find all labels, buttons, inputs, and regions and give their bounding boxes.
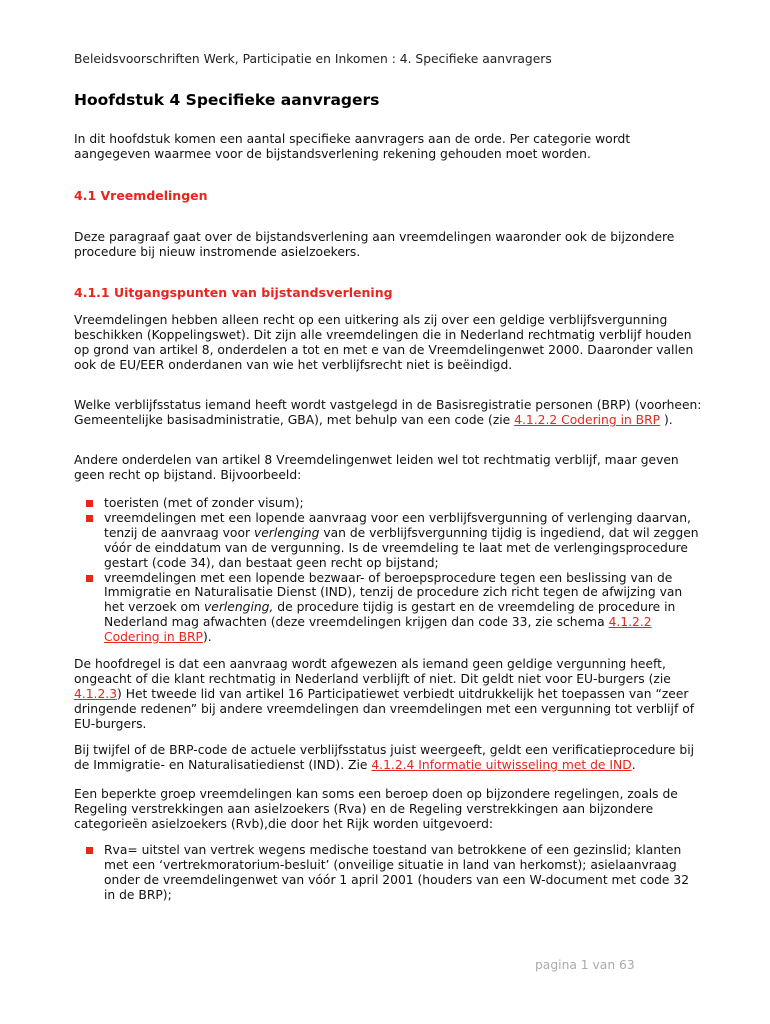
text-segment: De hoofdregel is dat een aanvraag wordt afgewezen als iemand geen geldige vergunning heeft, ongeacht of die klant rechtmatig in Nederland verblijft of niet. Dit geldt niet voor EU-burgers (zie <box>74 657 671 686</box>
paragraph-hoofdregel <box>74 657 704 732</box>
text-segment: van de verblijfsvergunning tijdig is ingediend, dat wil zeggen vóór de einddatum van de vergunning. Is de vreemdeling te laat met de verlengingsprocedure gestart (code 34), dan bestaat geen recht op bijstand; <box>104 525 699 570</box>
paragraph-bijzondere-regelingen: Een beperkte groep vreemdelingen kan soms een beroep doen op bijzondere regelingen, zoals de Regeling verstrekkingen aan asielzoekers (Rva) en de Regeling verstrekkingen aan bijzondere categorieën asielzoekers (Rvb),die door het Rijk worden uitgevoerd: <box>74 787 678 831</box>
paragraph-koppelingswet: Vreemdelingen hebben alleen recht op een uitkering als zij over een geldige verblijfsvergunning beschikken (Koppelingswet). Dit zijn alle vreemdelingen die in Nederland rechtmatig verblijf houden op grond van artikel 8, onderdelen a tot en met e van de Vreemdelingenwet 2000. Daaronder vallen ook de EU/EER onderdanen van wie het verblijfsrecht niet is beëindigd. <box>74 313 694 372</box>
emphasis-text: verlenging, <box>203 600 274 615</box>
emphasis-text: verlenging <box>253 525 320 540</box>
text-segment: vreemdelingen met een lopende aanvraag voor een verblijfsvergunning of verlenging daarvan, tenzij de aanvraag voor <box>104 510 691 540</box>
text-segment: de procedure tijdig is gestart en de vreemdeling de procedure in Nederland mag afwachten (deze vreemdelingen krijgen dan code 33, zie schema <box>104 600 676 630</box>
list-item <box>74 511 704 571</box>
paragraph-verificatie <box>74 743 704 773</box>
link-4-1-2-3[interactable]: 4.1.2.3 <box>74 686 118 701</box>
list-item <box>74 571 704 646</box>
text-segment: ). <box>660 412 673 427</box>
text-segment: ). <box>202 630 212 645</box>
link-codering-in-brp-schema[interactable]: 4.1.2.2 Codering in BRP <box>104 615 652 645</box>
list-item <box>74 843 704 903</box>
link-informatie-uitwisseling-ind[interactable]: 4.1.2.4 Informatie uitwisseling met de IND <box>371 757 632 772</box>
list-item-text: Rva= uitstel van vertrek wegens medische toestand van betrokkene of een gezinslid; klanten met een ‘vertrekmoratorium-besluit’ (onveilige situatie in land van herkomst); asielaanvraag onder de vreemdelingenwet van vóór 1 april 2001 (houders van een W-document met code 32 in de BRP); <box>104 843 690 902</box>
text-segment: Bij twijfel of de BRP-code de actuele verblijfsstatus juist weergeeft, geldt een verificatieprocedure bij de Immigratie- en Naturalisatiedienst (IND). Zie <box>74 743 695 772</box>
section-4-1-1-heading: 4.1.1 Uitgangspunten van bijstandsverlening <box>74 285 393 300</box>
chapter-intro: In dit hoofdstuk komen een aantal specifieke aanvragers aan de orde. Per categorie wordt aangegeven waarmee voor de bijstandsverlening rekening gehouden moet worden. <box>74 132 631 161</box>
bullet-list-rva <box>74 843 704 903</box>
text-segment: Welke verblijfsstatus iemand heeft wordt vastgelegd in de Basisregistratie personen (BRP) (voorheen: Gemeentelijke basisadministratie, GBA), met behulp van een code (zie <box>74 398 702 427</box>
list-item <box>74 496 704 511</box>
section-4-1-text: Deze paragraaf gaat over de bijstandsverlening aan vreemdelingen waaronder ook de bijzondere procedure bij nieuw instromende asielzoekers. <box>74 230 675 259</box>
bullet-list-no-entitlement <box>74 496 704 645</box>
chapter-title: Hoofdstuk 4 Specifieke aanvragers <box>74 91 380 109</box>
text-segment: . <box>631 757 636 772</box>
paragraph-artikel-8: Andere onderdelen van artikel 8 Vreemdelingenwet leiden wel tot rechtmatig verblijf, maar geven geen recht op bijstand. Bijvoorbeeld: <box>74 453 679 482</box>
running-header: Beleidsvoorschriften Werk, Participatie en Inkomen : 4. Specifieke aanvragers <box>74 52 552 66</box>
list-item-text: toeristen (met of zonder visum); <box>104 496 304 510</box>
section-4-1-heading: 4.1 Vreemdelingen <box>74 188 208 203</box>
link-codering-in-brp[interactable]: 4.1.2.2 Codering in BRP <box>514 412 661 427</box>
text-segment: vreemdelingen met een lopende bezwaar- of beroepsprocedure tegen een beslissing van de Immigratie en Naturalisatie Dienst (IND), tenzij de procedure zich richt tegen de afwijzing van het verzoek om <box>104 570 683 615</box>
paragraph-verblijfsstatus <box>74 398 704 428</box>
page-number: pagina 1 van 63 <box>535 958 635 972</box>
text-segment: ) Het tweede lid van artikel 16 Participatiewet verbiedt uitdrukkelijk het toepassen van “zeer dringende redenen” bij andere vreemdelingen dan vreemdelingen met een vergunning tot verblijf of EU-burgers. <box>74 686 695 731</box>
